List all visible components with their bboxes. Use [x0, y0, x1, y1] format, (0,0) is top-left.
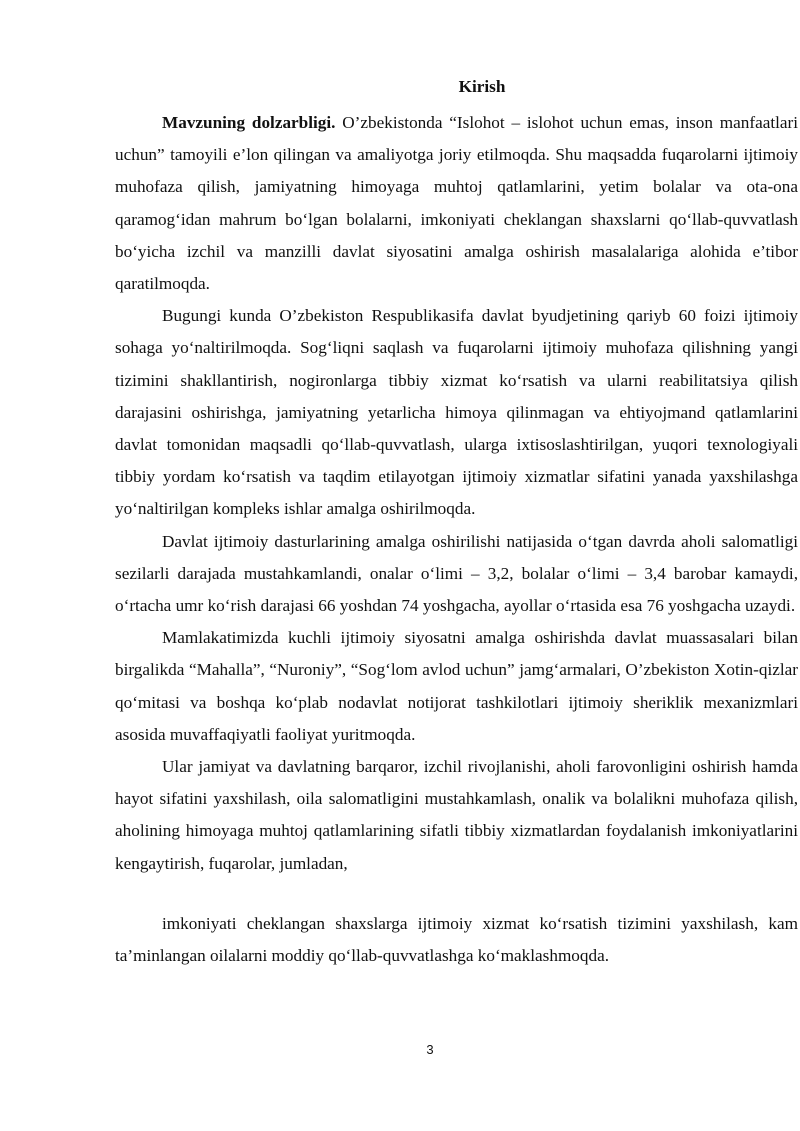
paragraph-lead: Mavzuning dolzarbligi. — [162, 113, 336, 132]
page-title: Kirish — [458, 77, 506, 96]
paragraph-support: imkoniyati cheklangan shaxslarga ijtimoiy xizmat ko‘rsatish tizimini yaxshilash, kam ta’minlangan oilalarni moddiy qo‘llab-quvvatlashga ko‘maklashmoqda. — [115, 913, 798, 966]
paragraph-social-policy: Mamlakatimizda kuchli ijtimoiy siyosatni amalga oshirishda davlat muassasalari bilan birgalikda “Mahalla”, “Nuroniy”, “Sog‘lom avlod uchun” jamg‘armalari, O’zbekiston Xotin-qizlar qo‘mitasi va boshqa ko‘plab nodavlat notijorat tashkilotlari ijtimoiy sheriklik mexanizmlari asosida muvaffaqiyatli faoliyat yuritmoqda. — [115, 628, 798, 744]
paragraph-programs: Davlat ijtimoiy dasturlarining amalga oshirilishi natijasida o‘tgan davrda aholi salomatligi sezilarli darajada mustahkamlandi, onalar o‘limi – 3,2, bolalar o‘limi – 3,4 barobar kamaydi, o‘rtacha umr ko‘rish darajasi 66 yoshdan 74 yoshgacha, ayollar o‘rtasida esa 76 yoshgacha uzaydi. — [115, 531, 798, 616]
page-number: 3 — [426, 1042, 434, 1057]
paragraph-development: Ular jamiyat va davlatning barqaror, izchil rivojlanishi, aholi farovonligini oshirish hamda hayot sifatini yaxshilash, oila salomatligini mustahkamlash, onalik va bolalikni muhofaza qilish, aholining himoyaga muhtoj qatlamlarining sifatli tibbiy xizmatlardan foydalanish imkoniyatlarini kengaytirish, fuqarolar, jumladan, — [115, 757, 798, 873]
document-body — [115, 107, 798, 972]
paragraph-text: O’zbekistonda “Islohot – islohot uchun emas, inson manfaatlari uchun” tamoyili e’lon qilingan va amaliyotga joriy etilmoqda. Shu maqsadda fuqarolarni ijtimoiy muhofaza qilish, jamiyatning himoyaga muhtoj qatlamlarini, yetim bolalar va ota-ona qaramog‘idan mahrum bo‘lgan bolalarni, imkoniyati cheklangan shaxslarni qo‘llab-quvvatlash bo‘yicha izchil va manzilli davlat siyosatini amalga oshirish masalalariga alohida e’tibor qaratilmoqda. — [115, 113, 798, 294]
paragraph-relevance — [115, 107, 798, 300]
paragraph-budget: Bugungi kunda O’zbekiston Respublikasifa davlat byudjetining qariyb 60 foizi ijtimoiy sohaga yo‘naltirilmoqda. Sog‘liqni saqlash va fuqarolarni ijtimoiy muhofaza qilishning yangi tizimini shakllantirish, nogironlarga tibbiy xizmat ko‘rsatish va ularni reabilitatsiya qilish darajasini oshirishga, jamiyatning yetarlicha himoya qilinmagan va ehtiyojmand qatlamlarini davlat tomonidan maqsadli qo‘llab-quvvatlash, ularga ixtisoslashtirilgan, yuqori texnologiyali tibbiy yordam ko‘rsatish va taqdim etilayotgan ijtimoiy xizmatlar sifatini yanada yaxshilashga yo‘naltirilgan kompleks ishlar amalga oshirilmoqda. — [115, 306, 798, 519]
